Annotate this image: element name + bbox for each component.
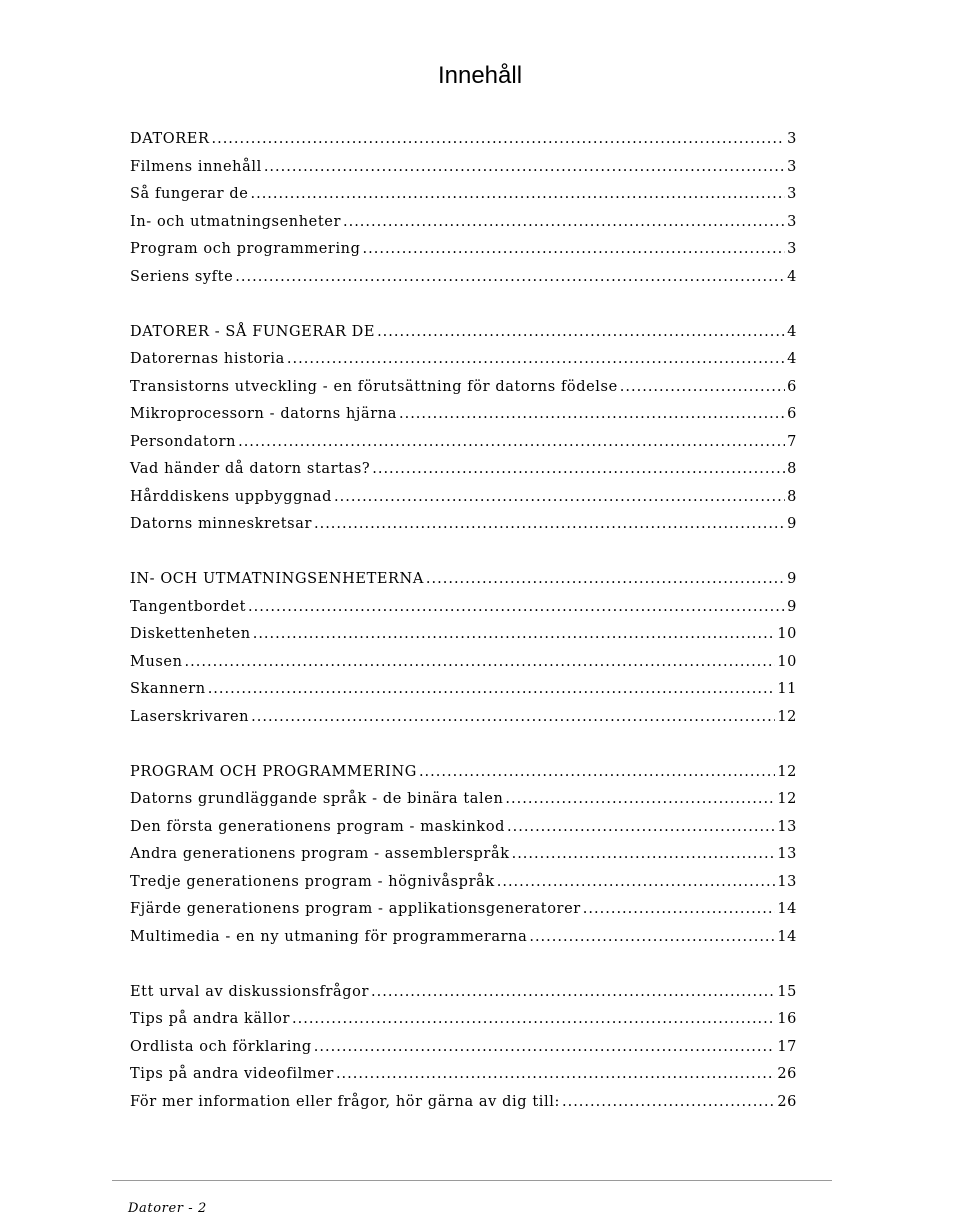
toc-entry-title: Tips på andra videofilmer	[130, 1066, 334, 1082]
toc-entry-page: 9	[787, 598, 797, 615]
toc-leader-dots	[334, 489, 785, 505]
toc-entry[interactable]	[130, 186, 797, 214]
toc-entry[interactable]	[130, 461, 797, 489]
toc-entry-page: 3	[787, 158, 797, 175]
toc-entry-title: Seriens syfte	[130, 268, 234, 285]
toc-leader-dots	[399, 406, 785, 422]
toc-entry-page: 12	[777, 708, 797, 725]
toc-entry-page: 26	[777, 1093, 797, 1110]
toc-entry-page: 3	[787, 186, 797, 202]
toc-entry[interactable]	[130, 709, 797, 737]
toc-entry-title: DATORER - SÅ FUNGERAR DE	[130, 323, 376, 340]
toc-entry-page: 6	[787, 406, 797, 422]
footer-divider	[112, 1180, 832, 1181]
toc-entry-title: Persondatorn	[130, 433, 237, 450]
toc-entry-title: Mikroprocessorn - datorns hjärna	[130, 406, 397, 422]
toc-leader-dots	[426, 571, 785, 587]
section-gap	[130, 736, 797, 764]
toc-entry-page: 13	[777, 846, 797, 862]
toc-entry-page: 10	[777, 626, 797, 642]
toc-leader-dots	[377, 324, 785, 340]
toc-leader-dots	[238, 434, 785, 450]
toc-entry-page: 3	[787, 241, 797, 257]
toc-entry-page: 13	[777, 873, 797, 890]
toc-entry[interactable]	[130, 819, 797, 847]
toc-leader-dots	[620, 379, 785, 395]
toc-entry[interactable]	[130, 1039, 797, 1067]
toc-entry-title: Transistorns utveckling - en förutsättning för datorns födelse	[130, 378, 618, 395]
section-gap	[130, 544, 797, 572]
toc-entry-title: Tredje generationens program - högnivåspråk	[130, 873, 495, 890]
section-gap	[130, 296, 797, 324]
toc-entry-page: 3	[787, 131, 797, 147]
toc-entry-page: 3	[787, 213, 797, 230]
toc-leader-dots	[211, 131, 785, 147]
toc-entry-title: Filmens innehåll	[130, 158, 262, 175]
toc-entry[interactable]	[130, 434, 797, 462]
toc-entry-title: Datorns grundläggande språk - de binära talen	[130, 791, 504, 807]
toc-entry-page: 9	[787, 571, 797, 587]
toc-entry-title: Hårddiskens uppbyggnad	[130, 488, 333, 505]
table-of-contents	[130, 131, 797, 1121]
toc-leader-dots	[185, 654, 776, 670]
toc-entry-title: Ett urval av diskussionsfrågor	[130, 983, 370, 1000]
toc-entry-title: Datorns minneskretsar	[130, 516, 312, 532]
toc-entry[interactable]	[130, 1094, 797, 1122]
toc-entry[interactable]	[130, 571, 797, 599]
toc-entry-title: Tangentbordet	[130, 598, 246, 615]
page-footer: Datorer - 2	[128, 1201, 207, 1216]
toc-entry[interactable]	[130, 516, 797, 544]
toc-entry[interactable]	[130, 681, 797, 709]
toc-entry-title: Musen	[130, 653, 183, 670]
toc-leader-dots	[505, 791, 775, 807]
toc-entry-page: 4	[787, 323, 797, 340]
toc-entry-page: 4	[787, 268, 797, 285]
toc-leader-dots	[343, 214, 785, 230]
toc-entry[interactable]	[130, 1066, 797, 1094]
toc-entry[interactable]	[130, 599, 797, 627]
toc-entry-page: 13	[777, 818, 797, 835]
toc-entry-page: 17	[777, 1038, 797, 1055]
toc-leader-dots	[292, 1011, 775, 1027]
toc-entry-page: 7	[787, 433, 797, 450]
toc-leader-dots	[512, 846, 776, 862]
toc-entry[interactable]	[130, 901, 797, 929]
toc-entry-title: Fjärde generationens program - applikationsgeneratorer	[130, 901, 581, 917]
toc-entry-page: 16	[777, 1011, 797, 1027]
toc-entry[interactable]	[130, 489, 797, 517]
toc-entry[interactable]	[130, 929, 797, 957]
toc-leader-dots	[507, 819, 775, 835]
toc-leader-dots	[529, 929, 775, 945]
toc-entry-page: 15	[777, 983, 797, 1000]
toc-entry-page: 26	[777, 1066, 797, 1082]
toc-entry-title: IN- OCH UTMATNINGSENHETERNA	[130, 571, 424, 587]
toc-leader-dots	[248, 599, 785, 615]
toc-leader-dots	[287, 351, 785, 367]
toc-entry[interactable]	[130, 626, 797, 654]
toc-entry[interactable]	[130, 874, 797, 902]
toc-entry-page: 12	[777, 763, 797, 780]
toc-entry-title: Den första generationens program - maskinkod	[130, 818, 506, 835]
toc-leader-dots	[419, 764, 775, 780]
toc-entry[interactable]	[130, 351, 797, 379]
toc-entry-page: 4	[787, 351, 797, 367]
toc-entry-title: DATORER	[130, 131, 210, 147]
toc-entry[interactable]	[130, 241, 797, 269]
toc-leader-dots	[253, 626, 776, 642]
toc-leader-dots	[235, 269, 785, 285]
toc-entry[interactable]	[130, 214, 797, 242]
toc-entry[interactable]	[130, 846, 797, 874]
toc-entry-page: 9	[787, 516, 797, 532]
toc-leader-dots	[264, 159, 785, 175]
toc-entry-title: Så fungerar de	[130, 186, 249, 202]
toc-leader-dots	[251, 709, 775, 725]
toc-leader-dots	[314, 516, 785, 532]
toc-entry-title: För mer information eller frågor, hör gärna av dig till:	[130, 1093, 560, 1110]
toc-entry-title: Laserskrivaren	[130, 708, 250, 725]
toc-entry-title: In- och utmatningsenheter	[130, 213, 341, 230]
toc-entry[interactable]	[130, 984, 797, 1012]
toc-leader-dots	[363, 241, 786, 257]
toc-entry[interactable]	[130, 1011, 797, 1039]
toc-entry-page: 10	[777, 653, 797, 670]
toc-entry-title: Andra generationens program - assemblerspråk	[130, 846, 510, 862]
toc-entry[interactable]	[130, 406, 797, 434]
toc-entry-page: 14	[777, 901, 797, 917]
toc-entry-title: Ordlista och förklaring	[130, 1038, 312, 1055]
toc-leader-dots	[562, 1094, 775, 1110]
toc-entry-title: Program och programmering	[130, 241, 361, 257]
toc-entry-title: Diskettenheten	[130, 626, 251, 642]
toc-leader-dots	[583, 901, 776, 917]
section-gap	[130, 956, 797, 984]
toc-entry-title: Multimedia - en ny utmaning för programmerarna	[130, 928, 528, 945]
toc-entry[interactable]	[130, 324, 797, 352]
toc-entry[interactable]	[130, 269, 797, 297]
page-title: Innehåll	[437, 62, 523, 89]
toc-entry[interactable]	[130, 791, 797, 819]
toc-entry[interactable]	[130, 131, 797, 159]
toc-entry[interactable]	[130, 159, 797, 187]
toc-leader-dots	[336, 1066, 775, 1082]
toc-entry[interactable]	[130, 379, 797, 407]
toc-leader-dots	[371, 984, 775, 1000]
toc-entry-page: 6	[787, 378, 797, 395]
toc-entry-page: 8	[787, 461, 797, 477]
toc-entry-page: 14	[777, 928, 797, 945]
toc-entry-title: PROGRAM OCH PROGRAMMERING	[130, 763, 417, 780]
toc-entry[interactable]	[130, 764, 797, 792]
toc-entry-title: Datorernas historia	[130, 351, 285, 367]
toc-entry-title: Skannern	[130, 681, 206, 697]
toc-entry-page: 11	[777, 681, 797, 697]
toc-leader-dots	[497, 874, 776, 890]
toc-entry-title: Tips på andra källor	[130, 1011, 290, 1027]
toc-leader-dots	[372, 461, 785, 477]
toc-leader-dots	[250, 186, 785, 202]
toc-leader-dots	[208, 681, 776, 697]
toc-entry-page: 8	[787, 488, 797, 505]
toc-entry-title: Vad händer då datorn startas?	[130, 461, 371, 477]
toc-leader-dots	[314, 1039, 776, 1055]
toc-entry[interactable]	[130, 654, 797, 682]
toc-entry-page: 12	[777, 791, 797, 807]
